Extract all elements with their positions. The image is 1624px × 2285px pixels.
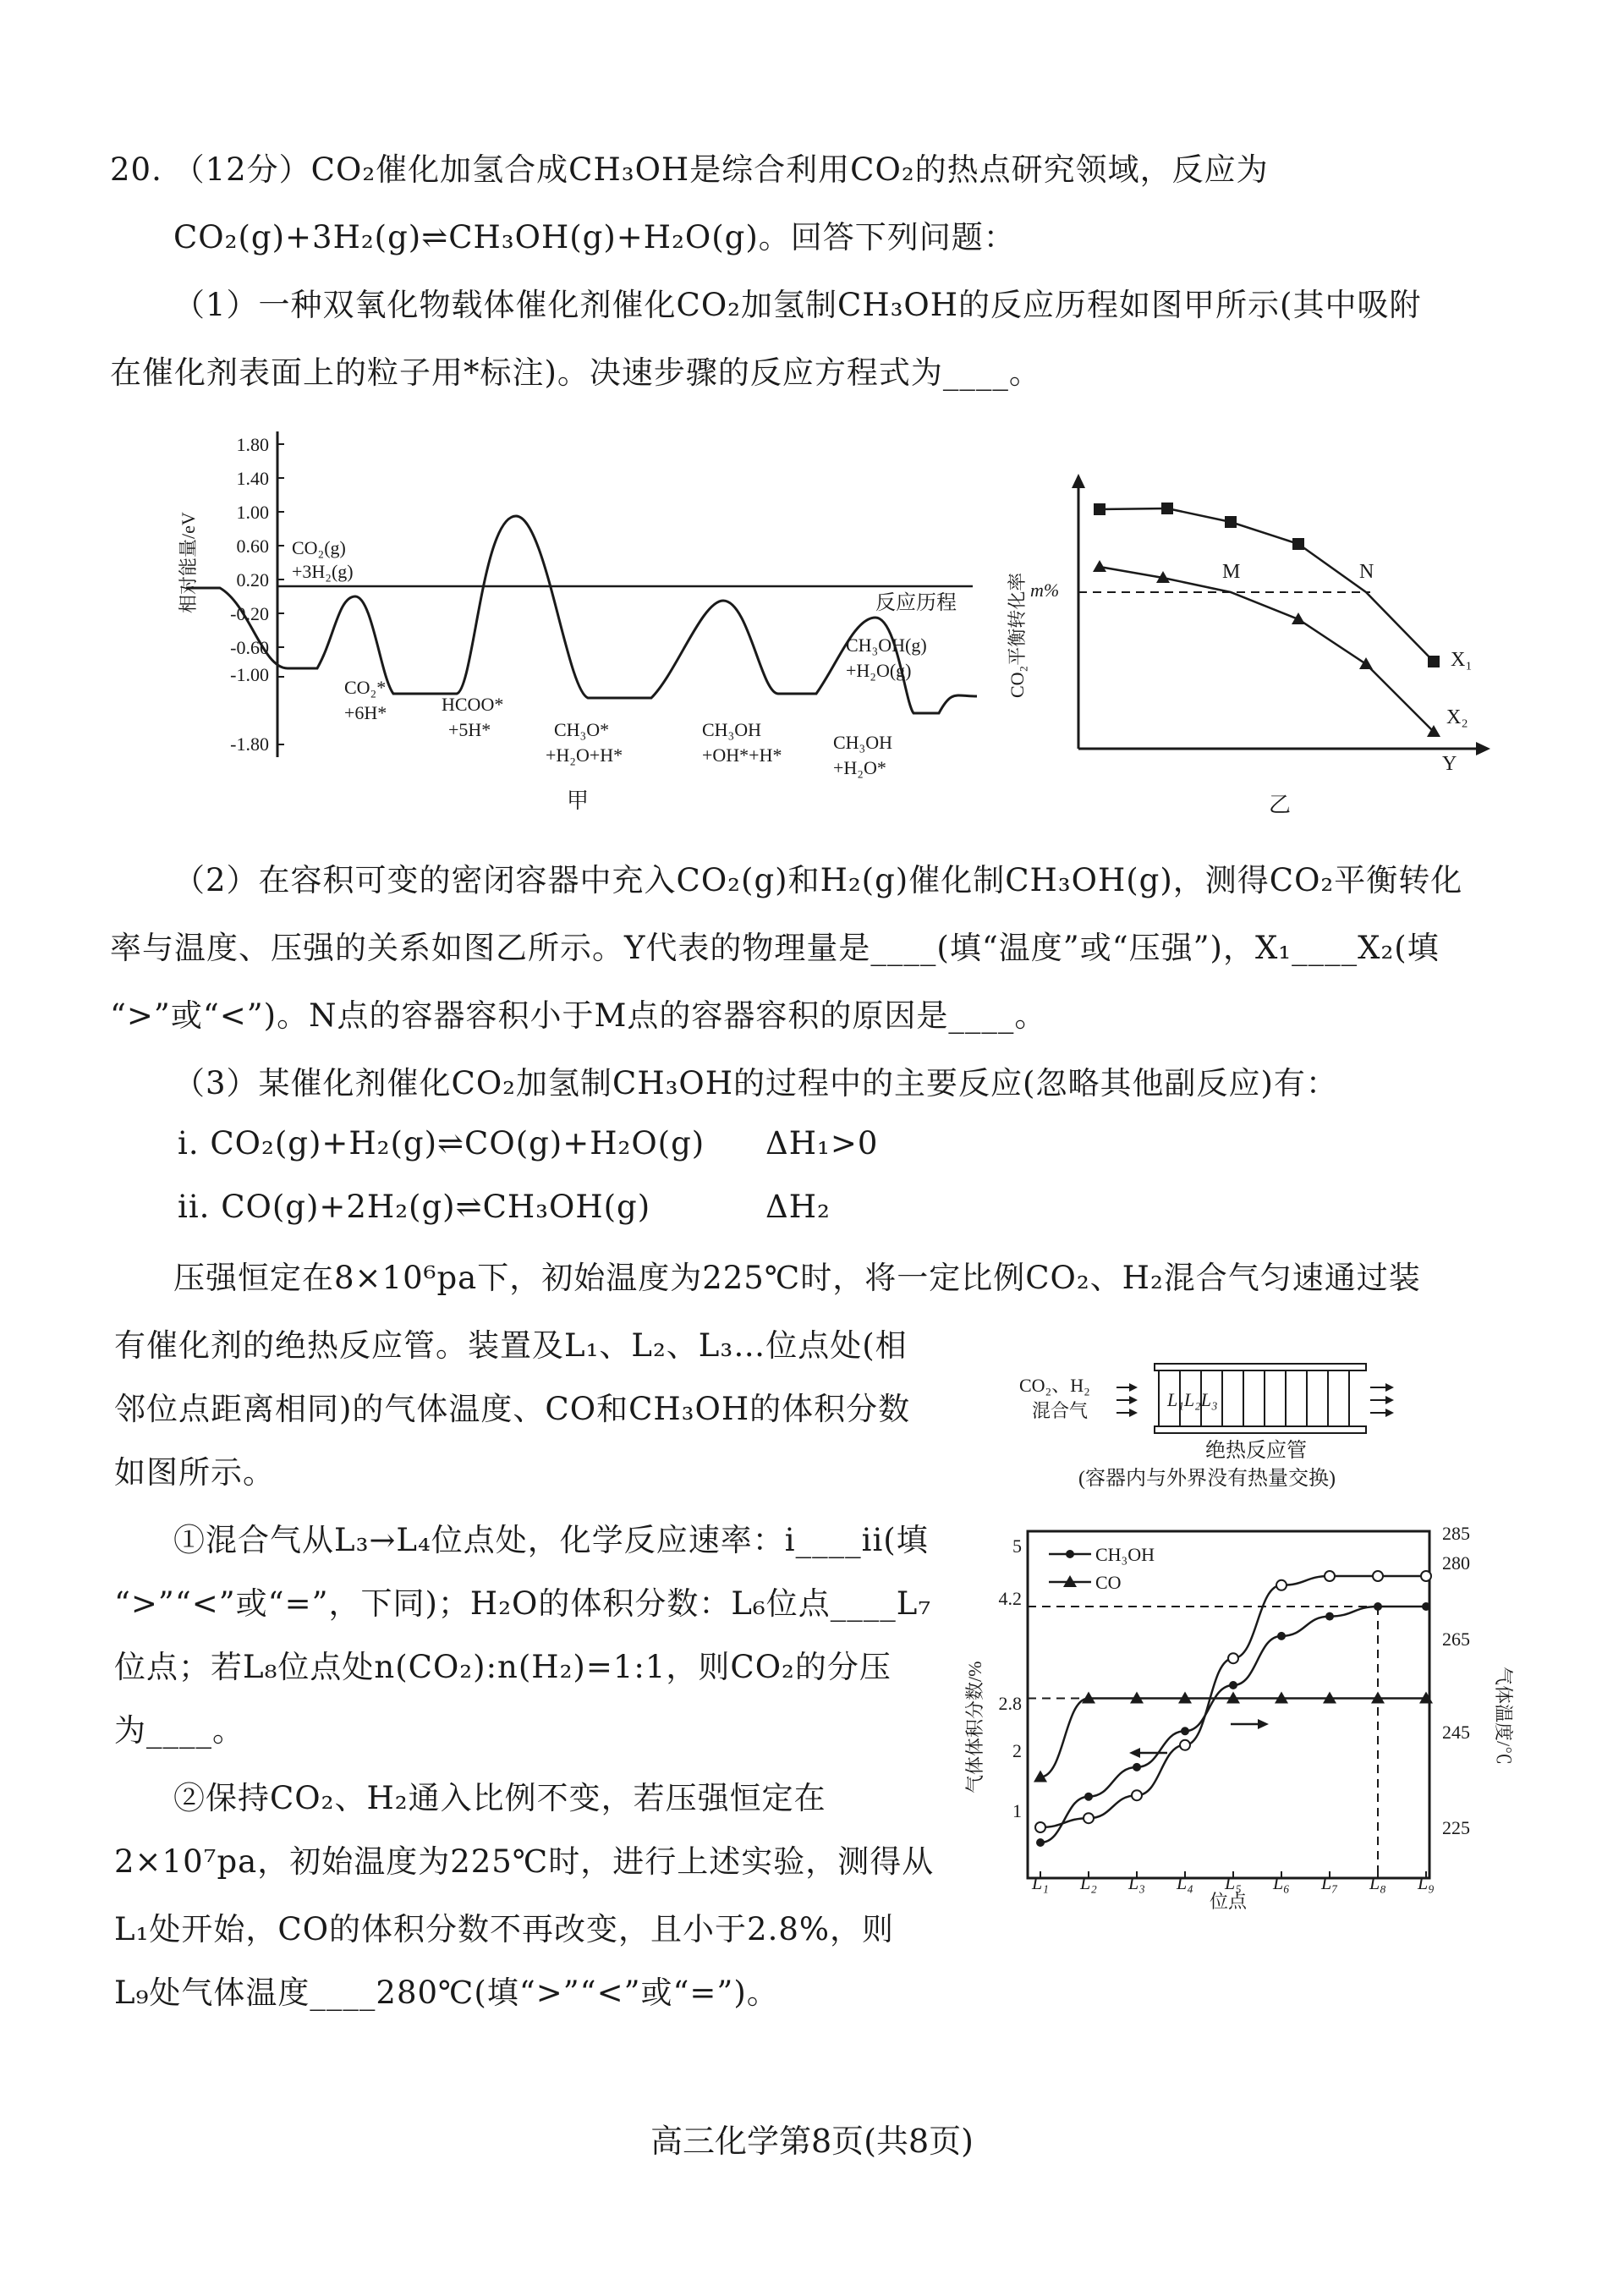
reaction-i: i. CO₂(g)+H₂(g)⇌CO(g)+H₂O(g)	[178, 1125, 705, 1162]
left-tick: 2	[1012, 1740, 1022, 1761]
temperature-point	[1084, 1813, 1094, 1823]
jia-species: +OH*+H*	[702, 744, 782, 766]
question-line-19: L₁处开始，CO的体积分数不再改变，且小于2.8%，则	[114, 1911, 895, 1947]
ch3oh-point	[1277, 1632, 1286, 1640]
jia-ytick: -1.00	[230, 664, 269, 685]
right-tick: 285	[1442, 1523, 1470, 1544]
energy-profile-figure	[169, 419, 981, 825]
tube-inlet-mix: 混合气	[1032, 1400, 1089, 1421]
temperature-point	[1276, 1580, 1287, 1590]
ch3oh-point	[1133, 1763, 1141, 1771]
yi-series-x2: X₂	[1446, 706, 1468, 728]
x-tick-label: L₆	[1273, 1872, 1290, 1893]
reaction-i-dh: ΔH₁>0	[765, 1125, 879, 1162]
question-line-1: 20. （12分）CO₂催化加氢合成CH₃OH是综合利用CO₂的热点研究领域，反应为	[110, 151, 1269, 188]
jia-caption: 甲	[567, 788, 590, 813]
ch3oh-point	[1325, 1612, 1334, 1621]
left-tick: 5	[1012, 1535, 1022, 1557]
question-line-11: 邻位点距离相同)的气体温度、CO和CH₃OH的体积分数	[114, 1391, 911, 1427]
question-line-3: （1）一种双氧化物载体催化剂催化CO₂加氢制CH₃OH的反应历程如图甲所示(其中吸附	[173, 287, 1422, 323]
tube-inlet-gases: CO₂、H₂	[1019, 1375, 1090, 1396]
temperature-point	[1421, 1571, 1431, 1581]
jia-species: CH₃OH	[833, 732, 893, 753]
ch3oh-point	[1374, 1602, 1382, 1611]
jia-species: +6H*	[344, 702, 387, 723]
jia-species: HCOO*	[442, 694, 504, 715]
question-line-6: 率与温度、压强的关系如图乙所示。Y代表的物理量是____(填“温度”或“压强”)，X₁____X₂(填	[110, 930, 1440, 966]
yi-point-n: N	[1359, 561, 1374, 583]
jia-ytick: -0.20	[230, 603, 269, 624]
x-tick-label: L₉	[1418, 1872, 1435, 1893]
x-axis-label: 位点	[1210, 1891, 1248, 1912]
question-line-8: （3）某催化剂催化CO₂加氢制CH₃OH的过程中的主要反应(忽略其他副反应)有：	[173, 1065, 1338, 1101]
question-line-16: 为____。	[114, 1712, 244, 1749]
yi-series-x1: X₁	[1451, 649, 1473, 671]
temperature-point	[1035, 1822, 1045, 1832]
right-axis-label: 气体温度/℃	[1493, 1667, 1514, 1766]
x-tick-label: L₅	[1225, 1872, 1242, 1893]
ch3oh-point	[1084, 1793, 1093, 1801]
question-line-4: 在催化剂表面上的粒子用*标注)。决速步骤的反应方程式为____。	[110, 354, 1041, 391]
question-line-2: CO₂(g)+3H₂(g)⇌CH₃OH(g)+H₂O(g)。回答下列问题：	[173, 219, 1016, 255]
tube-note: (容器内与外界没有热量交换)	[1078, 1468, 1336, 1490]
jia-species: CH₃OH(g)	[846, 634, 927, 656]
ch3oh-point	[1036, 1838, 1045, 1847]
jia-yticks	[230, 434, 269, 755]
jia-ytick: 1.40	[236, 468, 269, 489]
tube-title: 绝热反应管	[1205, 1440, 1307, 1462]
question-line-15: 位点；若L₈位点处n(CO₂):n(H₂)=1:1，则CO₂的分压	[114, 1649, 892, 1685]
jia-ytick: -1.80	[230, 733, 269, 755]
jia-species: +H₂O*	[833, 757, 886, 778]
right-tick: 280	[1442, 1552, 1470, 1574]
jia-ytick: 0.60	[236, 536, 269, 557]
question-line-10: 有催化剂的绝热反应管。装置及L₁、L₂、L₃…位点处(相	[114, 1327, 908, 1364]
left-tick: 2.8	[998, 1693, 1022, 1714]
jia-species: +H₂O+H*	[546, 744, 623, 766]
series-line-1	[1040, 1699, 1426, 1777]
position-chart	[956, 1514, 1514, 1920]
question-line-13: ①混合气从L₃→L₄位点处，化学反应速率：i____ii(填	[173, 1522, 929, 1558]
x-tick-label: L₇	[1321, 1872, 1338, 1893]
question-line-5: （2）在容积可变的密闭容器中充入CO₂(g)和H₂(g)催化制CH₃OH(g)，测得CO₂平衡转化	[173, 862, 1463, 898]
reaction-ii: ii. CO(g)+2H₂(g)⇌CH₃OH(g)	[178, 1189, 651, 1225]
jia-ylabel: 相对能量/eV	[178, 512, 199, 613]
ch3oh-point	[1181, 1727, 1189, 1735]
ch3oh-point	[1422, 1602, 1430, 1611]
jia-species: CO₂*	[344, 677, 387, 698]
ch3oh-point	[1229, 1681, 1237, 1689]
temperature-point	[1180, 1740, 1190, 1750]
question-line-14: “>”“<”或“=”，下同)；H₂O的体积分数：L₆位点____L₇	[114, 1585, 932, 1622]
left-tick: 1	[1012, 1800, 1022, 1821]
legend-co: CO	[1095, 1572, 1122, 1593]
temperature-point	[1132, 1790, 1142, 1800]
reaction-ii-dh: ΔH₂	[765, 1189, 831, 1225]
jia-species: +3H₂(g)	[292, 561, 354, 582]
conversion-figure	[990, 470, 1497, 825]
page-footer: 高三化学第8页(共8页)	[650, 2123, 974, 2160]
right-tick: 265	[1442, 1629, 1470, 1650]
x-tick-label: L₂	[1080, 1872, 1097, 1893]
jia-species: CH₃O*	[554, 719, 610, 740]
question-line-20: L₉处气体温度____280℃(填“>”“<”或“=”)。	[114, 1975, 779, 2011]
jia-species: CH₃OH	[702, 719, 762, 740]
x-tick-label: L₄	[1177, 1872, 1193, 1893]
x-tick-label: L₈	[1369, 1872, 1386, 1893]
question-line-7: “>”或“<”)。N点的容器容积小于M点的容器容积的原因是____。	[110, 997, 1047, 1034]
reaction-tube-figure	[1007, 1354, 1413, 1497]
jia-species: CO₂(g)	[292, 537, 346, 558]
jia-xlabel: 反应历程	[875, 592, 957, 614]
yi-ylabel: CO₂平衡转化率	[1007, 572, 1028, 698]
chart-legend	[1049, 1544, 1155, 1593]
jia-ytick: 0.20	[236, 569, 269, 590]
x-tick-label: L₃	[1128, 1872, 1145, 1893]
yi-m-label: m%	[1030, 579, 1060, 601]
yi-x-axis-label: Y	[1442, 753, 1457, 775]
jia-ytick: -0.60	[230, 637, 269, 658]
question-line-12: 如图所示。	[114, 1454, 275, 1491]
tube-positions: L₁L₂L₃	[1167, 1389, 1218, 1410]
legend-ch3oh: CH₃OH	[1095, 1544, 1155, 1565]
jia-species: +H₂O(g)	[846, 660, 912, 681]
temperature-point	[1228, 1653, 1238, 1663]
jia-ytick: 1.00	[236, 502, 269, 523]
temperature-point	[1373, 1571, 1383, 1581]
left-axis-label: 气体体积分数/%	[964, 1661, 985, 1793]
yi-point-m: M	[1222, 561, 1241, 583]
question-line-17: ②保持CO₂、H₂通入比例不变，若压强恒定在	[173, 1780, 826, 1816]
yi-caption: 乙	[1269, 793, 1292, 817]
question-line-18: 2×10⁷pa，初始温度为225℃时，进行上述实验，测得从	[114, 1843, 935, 1880]
jia-species: +5H*	[448, 719, 491, 740]
x-tick-label: L₁	[1032, 1872, 1049, 1893]
temperature-point	[1325, 1571, 1335, 1581]
right-tick: 245	[1442, 1722, 1470, 1743]
jia-ytick: 1.80	[236, 434, 269, 455]
question-line-9: 压强恒定在8×10⁶pa下，初始温度为225℃时，将一定比例CO₂、H₂混合气匀速通过装	[173, 1260, 1421, 1296]
right-tick: 225	[1442, 1817, 1470, 1838]
left-tick: 4.2	[998, 1588, 1022, 1609]
